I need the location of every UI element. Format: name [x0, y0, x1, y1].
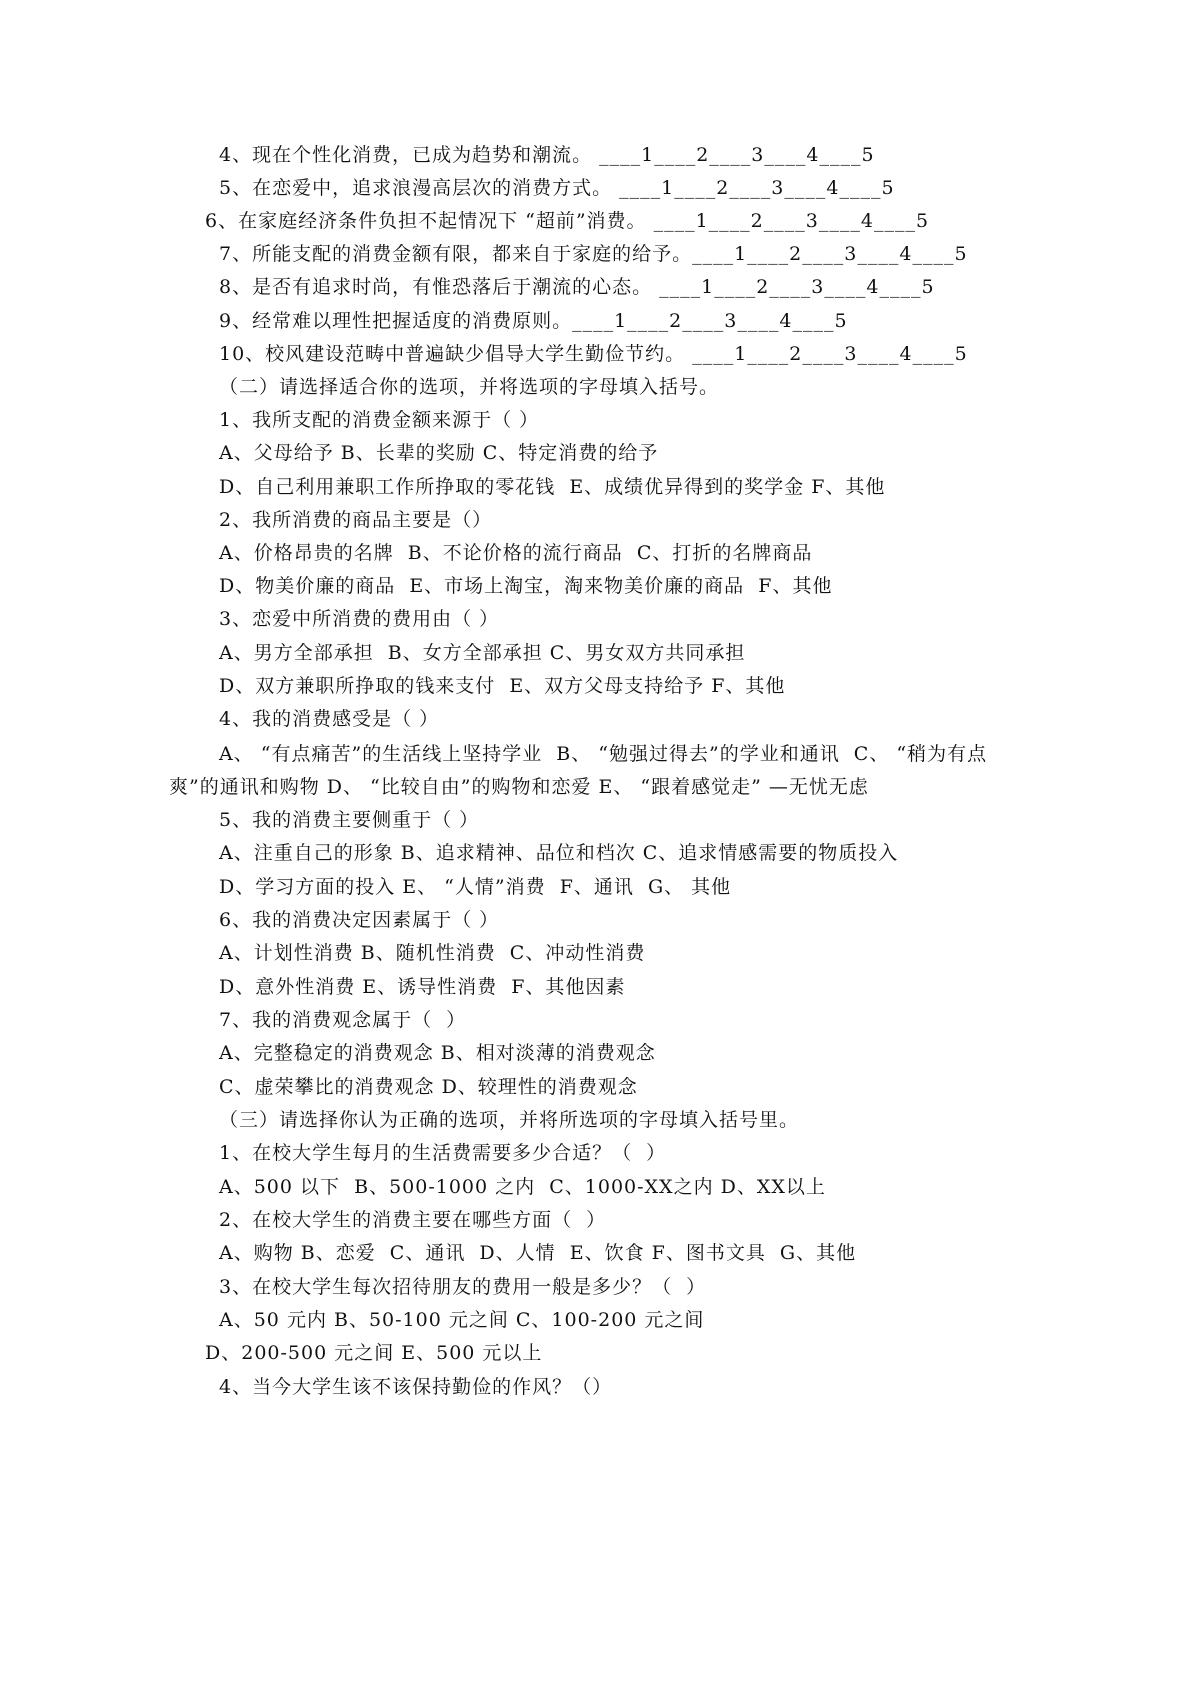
question-2-4: 4、我的消费感受是（ ）: [219, 708, 440, 730]
question-3-2: 2、在校大学生的消费主要在哪些方面（ ）: [219, 1209, 607, 1231]
survey-item-5: 5、在恋爱中，追求浪漫高层次的消费方式。 ____1____2____3____4____5: [219, 177, 895, 199]
question-2-3: 3、恋爱中所消费的费用由（ ）: [219, 608, 500, 630]
question-3-3: 3、在校大学生每次招待朋友的费用一般是多少？（ ）: [219, 1276, 707, 1298]
question-2-5: 5、我的消费主要侧重于（ ）: [219, 809, 480, 831]
survey-item-8: 8、是否有追求时尚，有惟恐落后于潮流的心态。 ____1____2____3____4____5: [219, 276, 935, 298]
question-3-3-options-a: A、50 元内 B、50-100 元之间 C、100-200 元之间: [219, 1309, 705, 1331]
section-3-heading: （三）请选择你认为正确的选项，并将所选项的字母填入括号里。: [219, 1109, 800, 1131]
question-2-2-options-a: A、价格昂贵的名牌 B、不论价格的流行商品 C、打折的名牌商品: [219, 542, 813, 564]
question-2-6: 6、我的消费决定因素属于（ ）: [219, 909, 500, 931]
question-2-5-options-a: A、注重自己的形象 B、追求精神、品位和档次 C、追求情感需要的物质投入: [219, 842, 899, 864]
survey-item-9: 9、经常难以理性把握适度的消费原则。____1____2____3____4____5: [219, 310, 848, 332]
question-2-3-options-a: A、男方全部承担 B、女方全部承担 C、男女双方共同承担: [219, 642, 746, 664]
question-2-1-options-b: D、自己利用兼职工作所挣取的零花钱 E、成绩优异得到的奖学金 F、其他: [219, 476, 886, 498]
question-2-1-options-a: A、父母给予 B、长辈的奖励 C、特定消费的给予: [219, 442, 659, 464]
question-3-3-options-b: D、200-500 元之间 E、500 元以上: [205, 1342, 543, 1364]
question-3-4: 4、当今大学生该不该保持勤俭的作风？（）: [219, 1376, 613, 1398]
question-2-7-options-a: A、完整稳定的消费观念 B、相对淡薄的消费观念: [219, 1042, 656, 1064]
question-2-7: 7、我的消费观念属于（ ）: [219, 1009, 467, 1031]
survey-item-4: 4、现在个性化消费，已成为趋势和潮流。 ____1____2____3____4____5: [219, 144, 875, 166]
section-2-heading: （二）请选择适合你的选项，并将选项的字母填入括号。: [219, 376, 720, 398]
survey-item-10: 10、校风建设范畴中普遍缺少倡导大学生勤俭节约。 ____1____2____3____4____5: [219, 343, 968, 365]
survey-item-7: 7、所能支配的消费金额有限，都来自于家庭的给予。____1____2____3____4____5: [219, 243, 968, 265]
question-2-4-options-b: 爽”的通讯和购物 D、 “比较自由”的购物和恋爱 E、 “跟着感觉走” —无忧无虑: [169, 776, 869, 798]
question-2-3-options-b: D、双方兼职所挣取的钱来支付 E、双方父母支持给予 F、其他: [219, 675, 786, 697]
question-2-1: 1、我所支配的消费金额来源于（ ）: [219, 409, 540, 431]
question-2-6-options-b: D、意外性消费 E、诱导性消费 F、其他因素: [219, 976, 626, 998]
question-3-1-options: A、500 以下 B、500-1000 之内 C、1000-XX之内 D、XX以上: [219, 1176, 826, 1198]
question-3-1: 1、在校大学生每月的生活费需要多少合适？（ ）: [219, 1142, 667, 1164]
question-2-5-options-b: D、学习方面的投入 E、 “人情”消费 F、通讯 G、 其他: [219, 876, 732, 898]
question-2-4-options-a: A、 “有点痛苦”的生活线上坚持学业 B、 “勉强过得去”的学业和通讯 C、 “稍为有点: [219, 743, 988, 765]
question-2-6-options-a: A、计划性消费 B、随机性消费 C、冲动性消费: [219, 942, 646, 964]
question-2-7-options-b: C、虚荣攀比的消费观念 D、较理性的消费观念: [219, 1076, 638, 1098]
survey-item-6: 6、在家庭经济条件负担不起情况下 “超前”消费。 ____1____2____3____4____5: [205, 210, 930, 232]
question-3-2-options: A、购物 B、恋爱 C、通讯 D、人情 E、饮食 F、图书文具 G、其他: [219, 1242, 857, 1264]
question-2-2-options-b: D、物美价廉的商品 E、市场上淘宝，淘来物美价廉的商品 F、其他: [219, 575, 833, 597]
question-2-2: 2、我所消费的商品主要是（）: [219, 509, 493, 531]
